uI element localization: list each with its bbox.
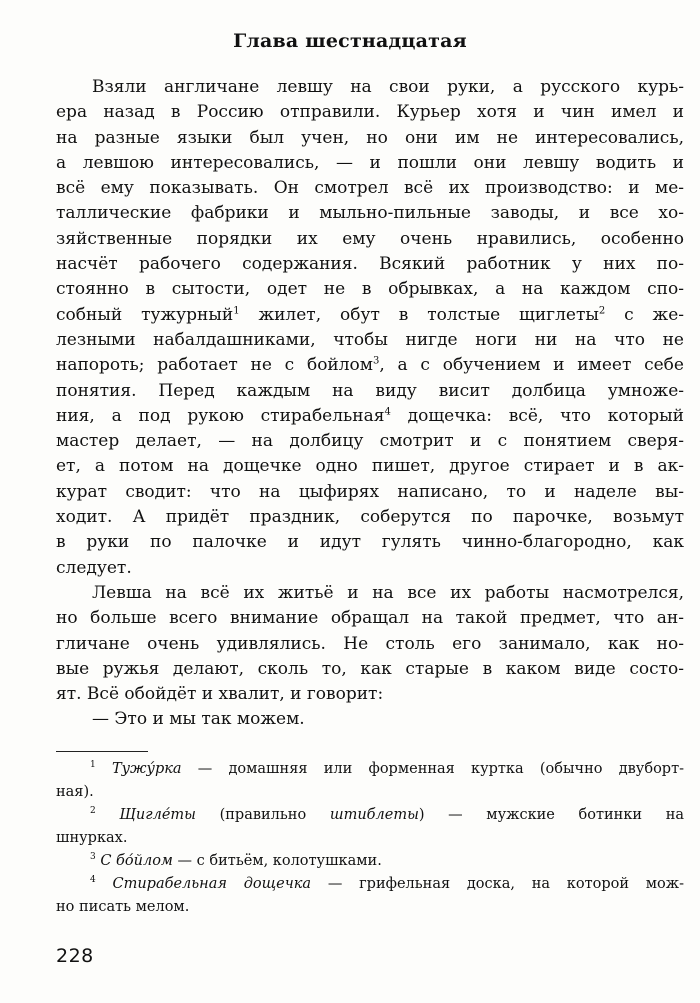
footnote-ref-4: 4 [384, 406, 391, 418]
footnote-divider [56, 751, 148, 752]
text-line: вые ружья делают, сколь то, как старые в каком виде состо- [56, 658, 684, 679]
text-segment: , а с обучением и имеет себе [379, 355, 684, 376]
text-line [56, 404, 684, 429]
text-line: ходит. А придёт праздник, соберутся по парочке, возьмут [56, 507, 684, 528]
footnote-term: Тужу́рка [111, 761, 182, 777]
text-line: ера назад в Россию отправили. Курьер хотя и чин имел и [56, 102, 684, 123]
footnote-1 [56, 758, 684, 781]
footnote-number: 3 [90, 852, 96, 863]
text-segment: собный тужурный [56, 304, 234, 325]
text-segment: напороть; работает не с бойлом [56, 355, 374, 376]
footnote-ref-3: 3 [373, 355, 380, 367]
footnote-term: С бо́йлом [100, 853, 173, 869]
text-line: ят. Всё обойдёт и хвалит, и говорит: [56, 684, 384, 705]
footnote-term: Щигле́ты [119, 807, 196, 823]
text-segment: с же- [605, 304, 684, 325]
text-line: следует. [56, 557, 132, 578]
text-line: но больше всего внимание обращал на такой предмет, что ан- [56, 608, 684, 629]
text-line: всё ему показывать. Он смотрел всё их производство: и ме- [56, 178, 684, 199]
footnote-1-cont: ная). [56, 784, 94, 800]
text-line: зяйственные порядки их ему очень нравились, особенно [56, 228, 684, 249]
footnote-ref-1: 1 [233, 305, 240, 317]
text-segment: жилет, обут в толстые щиглеты [239, 304, 599, 325]
footnote-term: Стирабельная дощечка [112, 876, 312, 892]
text-line: насчёт рабочего содержания. Всякий работник у них по- [56, 254, 684, 275]
footnote-4 [56, 873, 684, 896]
text-segment: ния, а под рукою стирабельная [56, 405, 385, 426]
footnote-text: (правильно [195, 807, 330, 823]
footnote-3 [56, 850, 684, 873]
footnote-text: — грифельная доска, на которой мож- [311, 876, 685, 892]
footnote-ref-2: 2 [598, 305, 606, 317]
footnote-number: 1 [90, 760, 96, 771]
chapter-title: Глава шестнадцатая [233, 30, 467, 52]
footnote-4-cont: но писать мелом. [56, 899, 190, 915]
footnotes [56, 758, 684, 919]
text-line: стоянно в сытости, одет не в обрывках, а на каждом спо- [56, 279, 684, 300]
text-segment: дощечка: всё, что который [390, 405, 684, 426]
text-line [56, 353, 684, 378]
text-line: лезными набалдашниками, чтобы нигде ноги ни на что не [56, 329, 684, 350]
footnote-text: — домашняя или форменная куртка (обычно двуборт- [181, 761, 685, 777]
text-line: а левшою интересовались, — и пошли они левшу водить и [56, 152, 684, 173]
text-line: Левша на всё их житьё и на все их работы насмотрелся, [92, 582, 684, 603]
text-line: понятия. Перед каждым на виду висит долбица умноже- [56, 380, 684, 401]
main-text [56, 75, 684, 733]
text-line: мастер делает, — на долбицу смотрит и с понятием сверя- [56, 431, 684, 452]
text-line: на разные языки был учен, но они им не интересовались, [56, 127, 684, 148]
footnote-term: штиблеты [329, 807, 419, 823]
text-line: таллические фабрики и мыльно-пильные заводы, и все хо- [56, 203, 684, 224]
footnote-number: 2 [90, 806, 96, 817]
text-line: Взяли англичане левшу на свои руки, а русского курь- [92, 77, 684, 97]
page-number: 228 [56, 945, 94, 967]
footnote-number: 4 [90, 875, 96, 886]
footnote-text: — с битьём, колотушками. [172, 853, 382, 869]
dialogue-line: — Это и мы так можем. [92, 709, 305, 730]
text-line: ет, а потом на дощечке одно пишет, другое стирает и в ак- [56, 456, 684, 477]
text-line [56, 303, 684, 328]
text-line: в руки по палочке и идут гулять чинно-благородно, как [56, 532, 684, 553]
text-line: курат сводит: что на цыфирях написано, то и наделе вы- [56, 481, 684, 502]
footnote-text: ) — мужские ботинки на [418, 807, 684, 823]
footnote-2-cont: шнурках. [56, 830, 128, 846]
footnote-2 [56, 804, 684, 827]
text-line: гличане очень удивлялись. Не столь его занимало, как но- [56, 633, 684, 654]
